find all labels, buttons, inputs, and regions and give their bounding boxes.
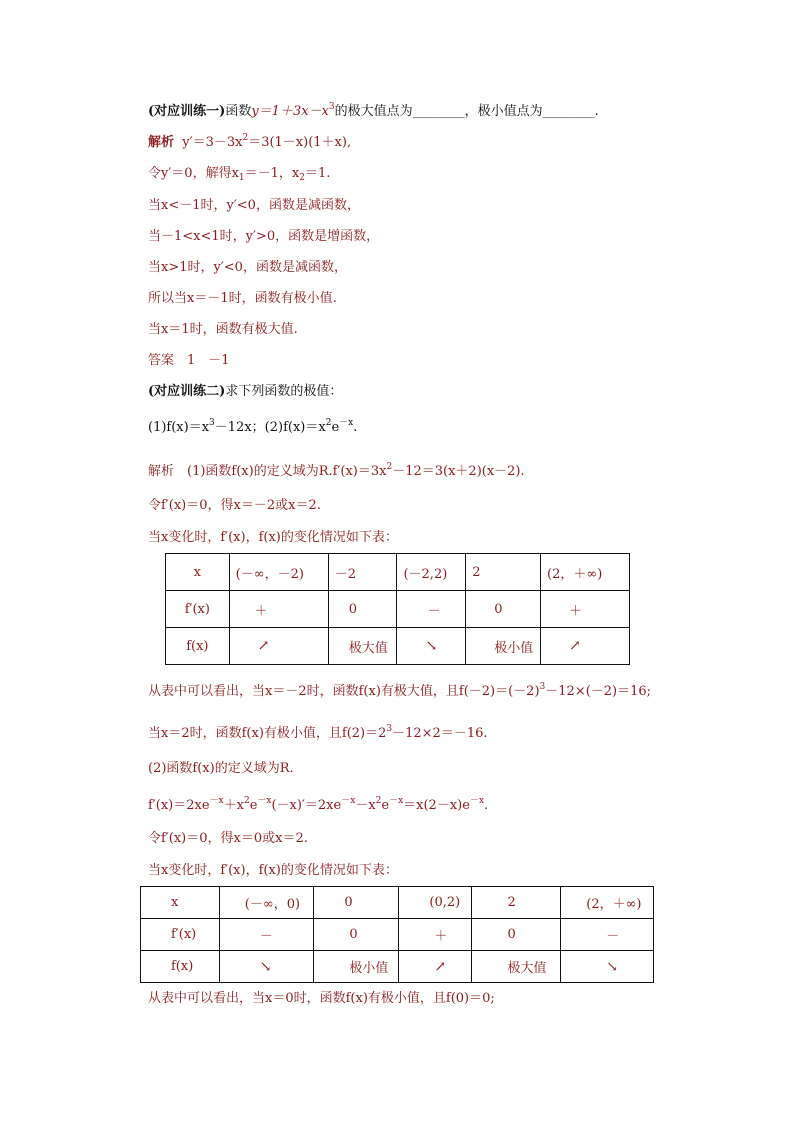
table-cell: (－∞，－2) bbox=[229, 554, 328, 591]
solution1-answer: 答案 1 －1 bbox=[148, 353, 230, 368]
table-cell: ＋ bbox=[399, 919, 472, 951]
table-cell: f(x) bbox=[166, 628, 230, 665]
table-cell: x bbox=[141, 887, 220, 919]
table-cell: (2，＋∞) bbox=[561, 887, 654, 919]
table-cell: (0,2) bbox=[399, 887, 472, 919]
table-cell: 0 bbox=[466, 591, 541, 628]
solution1-conclusion1: 所以当x＝－1时，函数有极小值. bbox=[148, 291, 337, 306]
solution2-table2-intro: 当x变化时，f′(x)，f(x)的变化情况如下表： bbox=[148, 863, 398, 878]
solution2-zero2: 令f′(x)＝0，得x＝0或x＝2. bbox=[148, 831, 308, 846]
table-cell: 极小值 bbox=[466, 628, 541, 665]
table-cell: － bbox=[561, 919, 654, 951]
solution2-derivative2: $f'(x)=2xe^{-x}+x^2e^{-x}(-x)'=2xe^{-x}-x^2e^{-x}=x(2-x)e^{-x}$. bbox=[148, 796, 489, 813]
solution2-zero1: 令f′(x)＝0，得x＝－2或x＝2. bbox=[148, 498, 321, 513]
solution1-derivative: 解析 $y'=3-3x^2=3(1-x)(1+x)$, bbox=[148, 133, 352, 150]
solution2-domain1: 解析 (1)函数f(x)的定义域为$R.f'(x)=3x^2-12=3(x+2)(x-2)$. bbox=[148, 462, 525, 479]
practice1-question: (对应训练一)函数$y=1+3x-x^3$的极大值点为________，极小值点为________. bbox=[148, 102, 599, 119]
solution1-case3: 当x>1时，y′<0，函数是减函数， bbox=[148, 260, 347, 275]
table-cell: f′(x) bbox=[166, 591, 230, 628]
table-cell: 0 bbox=[328, 591, 397, 628]
table-cell: 0 bbox=[314, 919, 399, 951]
increasing-arrow-icon: ↗ bbox=[399, 951, 472, 983]
solution2-min1: 当x＝2时，函数f(x)有极小值，且$f(2)=2^3-12\times 2=-16$. bbox=[148, 724, 488, 741]
table-row bbox=[141, 951, 654, 983]
solution2-min2: 从表中可以看出，当x＝0时，函数f(x)有极小值，且f(0)＝0; bbox=[148, 991, 495, 1006]
increasing-arrow-icon: ↗ bbox=[229, 628, 328, 665]
table-cell: 极小值 bbox=[314, 951, 399, 983]
solution2-table1-intro: 当x变化时，f′(x)，f(x)的变化情况如下表： bbox=[148, 530, 398, 545]
decreasing-arrow-icon: ↘ bbox=[561, 951, 654, 983]
practice2-heading: (对应训练二) bbox=[148, 384, 226, 399]
table-row bbox=[141, 887, 654, 919]
table-cell: 极大值 bbox=[472, 951, 561, 983]
table-cell: f′(x) bbox=[141, 919, 220, 951]
table-row bbox=[166, 554, 630, 591]
solution2-domain2: (2)函数f(x)的定义域为R. bbox=[148, 761, 294, 776]
table-cell: (－∞，0) bbox=[219, 887, 314, 919]
table-cell: ＋ bbox=[541, 591, 630, 628]
table-cell: (－2,2) bbox=[397, 554, 466, 591]
table-cell: (2，＋∞) bbox=[541, 554, 630, 591]
table-row bbox=[166, 628, 630, 665]
table-cell: 0 bbox=[472, 919, 561, 951]
table-cell: － bbox=[219, 919, 314, 951]
solution1-zero: 令y′＝0，解得$x_1=-1$，$x_2=1$. bbox=[148, 166, 331, 183]
decreasing-arrow-icon: ↘ bbox=[397, 628, 466, 665]
table-cell: －2 bbox=[328, 554, 397, 591]
solution1-conclusion2: 当x＝1时，函数有极大值. bbox=[148, 322, 298, 337]
solution1-case2: 当－1<x<1时，y′>0，函数是增函数， bbox=[148, 229, 380, 244]
practice1-heading: (对应训练一) bbox=[148, 104, 226, 119]
table-cell: 2 bbox=[466, 554, 541, 591]
table-cell: f(x) bbox=[141, 951, 220, 983]
solution-label: 解析 bbox=[148, 135, 175, 150]
table-row bbox=[141, 919, 654, 951]
solution2-max1: 从表中可以看出，当x＝－2时，函数f(x)有极大值，且$f(-2)=(-2)^3-12\times(-2)=16$; bbox=[148, 682, 652, 699]
table-cell: 极大值 bbox=[328, 628, 397, 665]
increasing-arrow-icon: ↗ bbox=[541, 628, 630, 665]
variation-table-1 bbox=[165, 553, 630, 665]
table-row bbox=[166, 591, 630, 628]
decreasing-arrow-icon: ↘ bbox=[219, 951, 314, 983]
table-cell: x bbox=[166, 554, 230, 591]
practice2-functions: $(1)f(x)=x^3-12x$；$(2)f(x)=x^2e^{-x}$. bbox=[148, 418, 358, 435]
table-cell: 2 bbox=[472, 887, 561, 919]
table-cell: － bbox=[397, 591, 466, 628]
table-cell: 0 bbox=[314, 887, 399, 919]
practice2-question: (对应训练二)求下列函数的极值： bbox=[148, 384, 343, 399]
variation-table-2 bbox=[140, 886, 654, 983]
table-cell: ＋ bbox=[229, 591, 328, 628]
solution1-case1: 当x<－1时，y′<0，函数是减函数， bbox=[148, 198, 360, 213]
